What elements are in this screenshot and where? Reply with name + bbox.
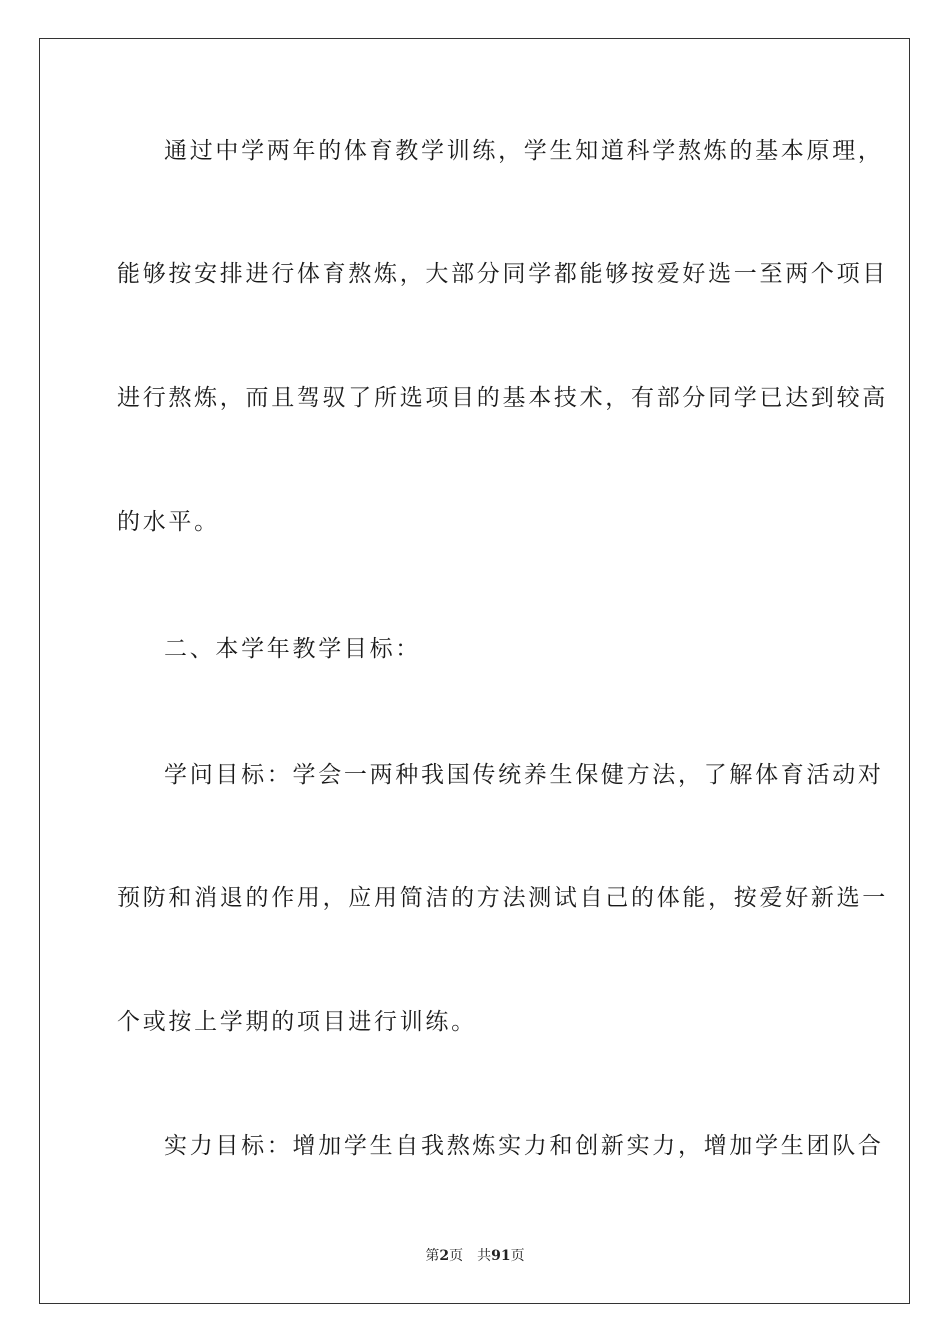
total-suffix: 页 xyxy=(510,1248,525,1264)
paragraph-line: 通过中学两年的体育教学训练，学生知道科学熬炼的基本原理， xyxy=(164,138,884,164)
page-footer xyxy=(0,1246,950,1266)
page-number: 2 xyxy=(439,1248,450,1264)
paragraph-line: 的水平。 xyxy=(117,509,220,535)
paragraph-line: 预防和消退的作用，应用简洁的方法测试自己的体能，按爱好新选一 xyxy=(117,885,888,911)
paragraph-line: 实力目标：增加学生自我熬炼实力和创新实力，增加学生团队合 xyxy=(164,1133,884,1159)
section-heading: 二、本学年教学目标： xyxy=(164,636,421,662)
paragraph-line: 能够按安排进行体育熬炼，大部分同学都能够按爱好选一至两个项目 xyxy=(117,261,888,287)
total-prefix: 共 xyxy=(477,1248,492,1264)
page-prefix: 第 xyxy=(425,1248,440,1264)
paragraph-line: 进行熬炼，而且驾驭了所选项目的基本技术，有部分同学已达到较高 xyxy=(117,385,888,411)
paragraph-line: 个或按上学期的项目进行训练。 xyxy=(117,1009,477,1035)
paragraph-line: 学问目标：学会一两种我国传统养生保健方法，了解体育活动对 xyxy=(164,762,884,788)
page-suffix: 页 xyxy=(449,1248,464,1264)
total-pages: 91 xyxy=(491,1248,511,1264)
page-frame xyxy=(39,38,910,1304)
